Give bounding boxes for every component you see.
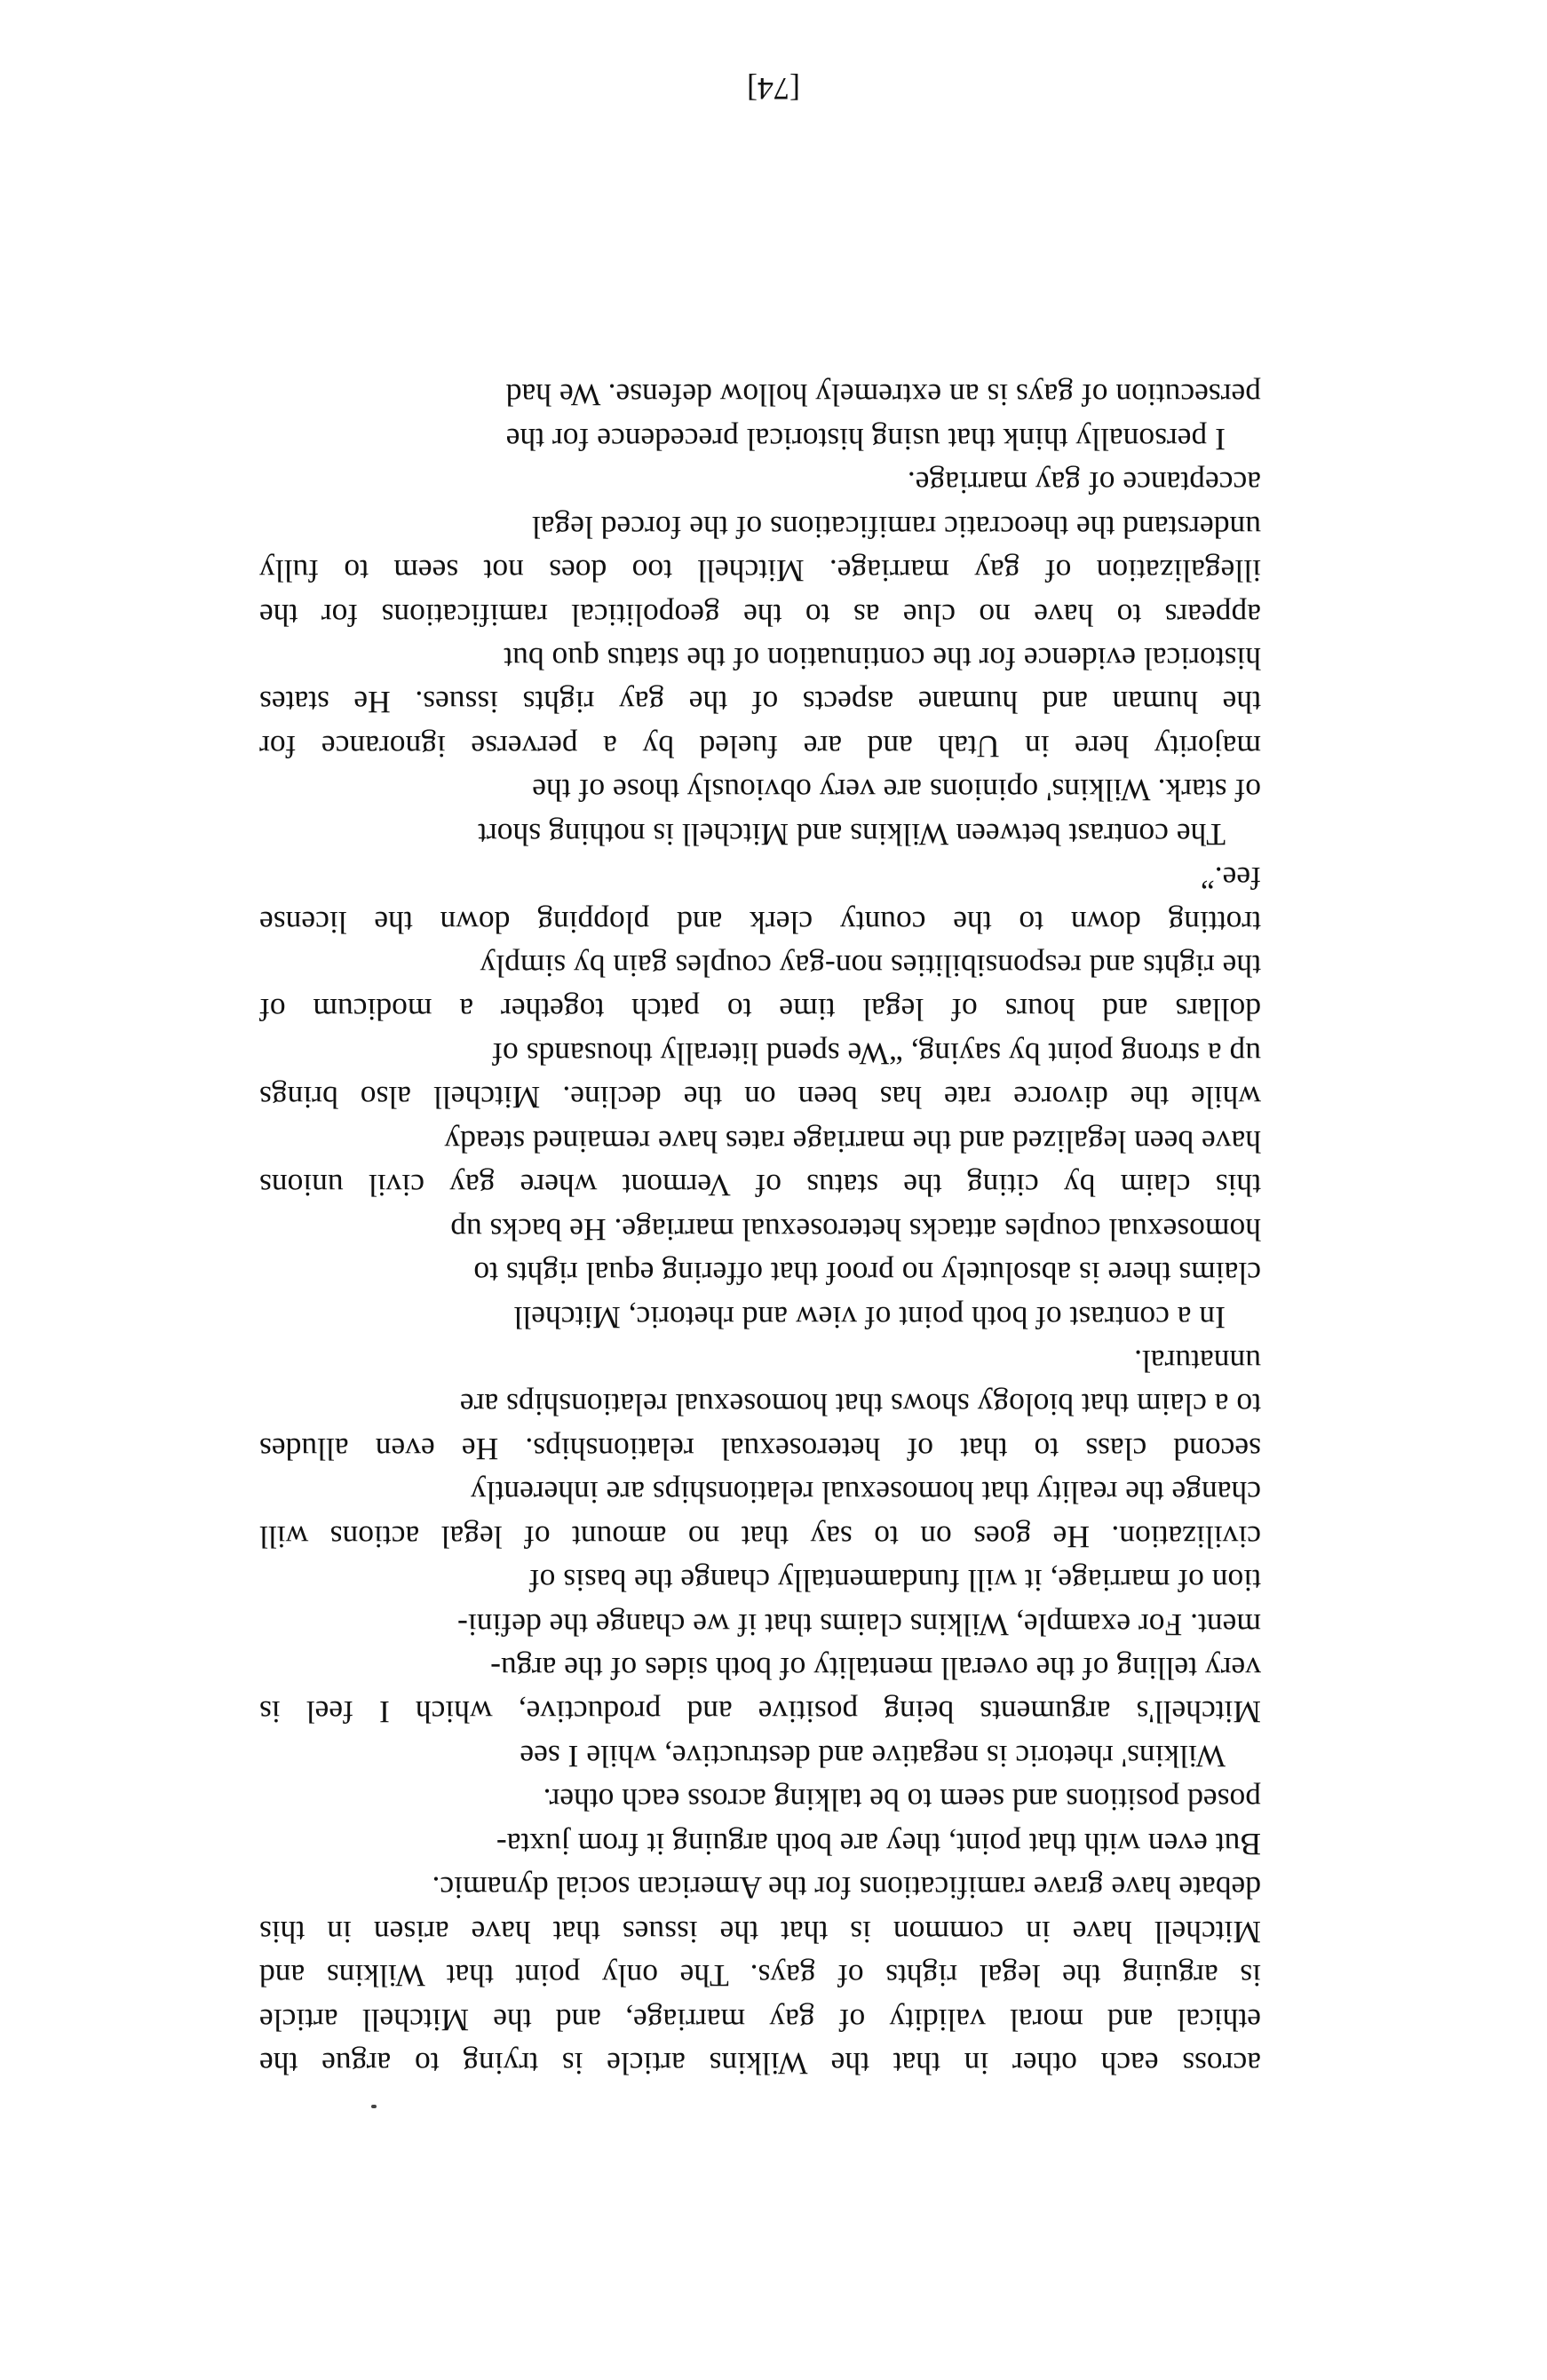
text-line: the human and humane aspects of the gay rights issues. He states [259, 685, 1261, 721]
text-line: Mitchell's arguments being positive and productive, which I feel is [259, 1694, 1261, 1731]
text-line: change the reality that homosexual relationships are inherently [470, 1475, 1261, 1511]
text-line: acceptance of gay marriage. [907, 465, 1261, 502]
text-line: In a contrast of both point of view and rhetoric, Mitchell [513, 1299, 1226, 1336]
text-line: posed positions and seem to be talking across each other. [543, 1782, 1261, 1819]
text-line: of stark. Wilkins' opinions are very obviously those of the [532, 773, 1261, 809]
text-line: is arguing the legal rights of gays. The only point that Wilkins and [259, 1958, 1261, 1995]
text-line: illegalization of gay marriage. Mitchell too does not seem to fully [258, 553, 1261, 590]
text-line: have been legalized and the marriage rates have remained steady [444, 1123, 1261, 1160]
text-line: But even with that point, they are both arguing it from juxta- [496, 1826, 1261, 1862]
text-line: majority here in Utah and are fueled by a perverse ignorance for [258, 728, 1261, 765]
text-line: trotting down to the county clerk and plopping down the license [259, 904, 1261, 940]
text-line: unnatural. [1134, 1344, 1261, 1379]
scan-speck [371, 2105, 377, 2108]
text-line: Mitchell have in common is that the issues that have arisen in this [259, 1914, 1261, 1950]
text-line: this claim by citing the status of Vermont where gay civil unions [259, 1168, 1261, 1204]
text-line: historical evidence for the continuation of the status quo but [504, 641, 1261, 677]
text-line: ethical and moral validity of gay marriage, and the Mitchell article [259, 2002, 1261, 2038]
text-line: civilization. He goes on to say that no amount of legal actions will [259, 1519, 1261, 1555]
text-line: tion of marriage, it will fundamentally change the basis of [528, 1563, 1261, 1599]
text-line: Wilkins' rhetoric is negative and destructive, while I see [520, 1738, 1226, 1774]
text-line: the rights and responsibilities non-gay couples gain by simply [480, 948, 1261, 985]
text-line: understand the theocratic ramifications of the forced legal [531, 509, 1261, 545]
text-line: debate have grave ramifications for the American social dynamic. [432, 1870, 1261, 1907]
text-line: claims there is absolutely no proof that offering equal rights to [473, 1256, 1261, 1292]
text-line: to a claim that biology shows that homosexual relationships are [459, 1387, 1261, 1424]
text-line: persecution of gays is an extremely hollow defense. We had [505, 377, 1261, 414]
text-line: very telling of the overall mentality of both sides of the argu- [490, 1651, 1261, 1687]
text-line: second class to that of heterosexual relationships. He even alludes [259, 1431, 1261, 1467]
text-line: appears to have no clue as to the geopolitical ramifications for the [259, 597, 1261, 633]
text-line: while the divorce rate has been on the decline. Mitchell also brings [259, 1080, 1261, 1116]
page-number: [74] [747, 71, 800, 107]
text-line: ment. For example, Wilkins claims that if we change the defini- [457, 1606, 1261, 1643]
text-line: The contrast between Wilkins and Mitchell is nothing short [478, 816, 1226, 853]
text-line: dollars and hours of legal time to patch together a modicum of [259, 992, 1261, 1028]
text-line: fee.” [1201, 861, 1261, 897]
text-line: up a strong point by saying, “We spend literally thousands of [492, 1035, 1261, 1072]
text-line: homosexual couples attacks heterosexual marriage. He backs up [450, 1211, 1261, 1248]
body-text [259, 373, 1261, 2085]
text-line: I personally think that using historical precedence for the [505, 421, 1226, 457]
text-line: across each other in that the Wilkins article is trying to argue the [259, 2046, 1261, 2082]
